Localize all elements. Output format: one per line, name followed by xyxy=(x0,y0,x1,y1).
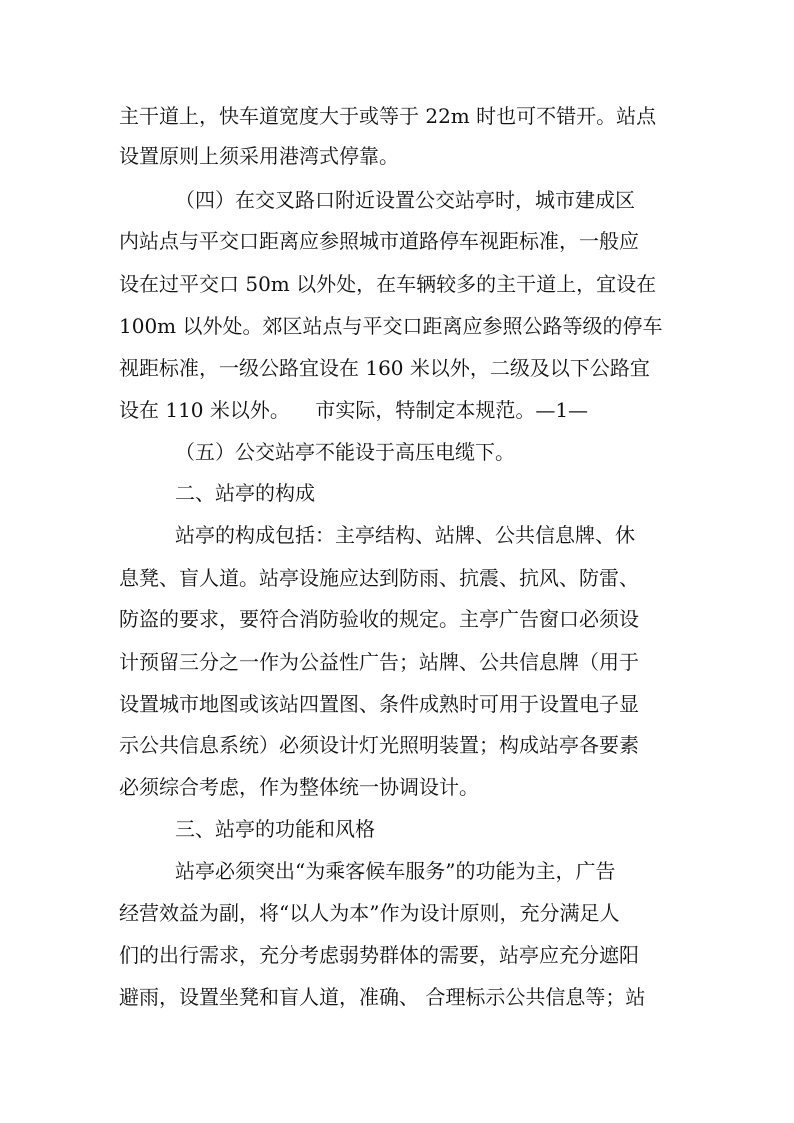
body-text-line: 视距标准，一级公路宜设在 160 米以外，二级及以下公路宜 xyxy=(119,356,650,380)
body-text-line: 必须综合考虑，作为整体统一协调设计。 xyxy=(119,775,479,799)
body-text-line: 计预留三分之一作为公益性广告；站牌、公共信息牌（用于 xyxy=(119,650,639,674)
body-text-line: 设在 110 米以外。 市实际，特制定本规范。—1— xyxy=(119,398,589,422)
body-text-line: 站亭必须突出“为乘客候车服务”的功能为主，广告 xyxy=(175,859,616,883)
body-text-line: 设置原则上须采用港湾式停靠。 xyxy=(119,144,399,168)
body-text-line: 经营效益为副，将“以人为本”作为设计原则，充分满足人 xyxy=(119,901,620,925)
body-text-line: 息凳、盲人道。站亭设施应达到防雨、抗震、抗风、防雷、 xyxy=(119,566,639,590)
body-text-line: 们的出行需求，充分考虑弱势群体的需要，站亭应充分遮阳 xyxy=(119,943,639,967)
section-heading-three: 三、站亭的功能和风格 xyxy=(175,817,375,841)
body-text-line: 站亭的构成包括：主亭结构、站牌、公共信息牌、休 xyxy=(175,523,635,547)
body-text-line: 内站点与平交口距离应参照城市道路停车视距标准，一般应 xyxy=(119,229,639,253)
body-text-line: 示公共信息系统）必须设计灯光照明装置；构成站亭各要素 xyxy=(119,733,639,757)
paragraph-heading-five: （五）公交站亭不能设于高压电缆下。 xyxy=(175,440,515,464)
section-heading-two: 二、站亭的构成 xyxy=(175,481,315,505)
body-text-line: 主干道上，快车道宽度大于或等于 22m 时也可不错开。站点 xyxy=(119,104,657,128)
body-text-line: 设在过平交口 50m 以外处，在车辆较多的主干道上，宜设在 xyxy=(119,272,657,296)
body-text-line: 设置城市地图或该站四置图、条件成熟时可用于设置电子显 xyxy=(119,692,639,716)
body-text-line: 避雨，设置坐凳和盲人道，准确、 合理标示公共信息等；站 xyxy=(119,985,646,1009)
body-text-line: 防盗的要求，要符合消防验收的规定。主亭广告窗口必须设 xyxy=(119,607,639,631)
body-text-line: 100m 以外处。郊区站点与平交口距离应参照公路等级的停车 xyxy=(119,314,663,338)
paragraph-heading-four: （四）在交叉路口附近设置公交站亭时，城市建成区 xyxy=(175,188,635,212)
